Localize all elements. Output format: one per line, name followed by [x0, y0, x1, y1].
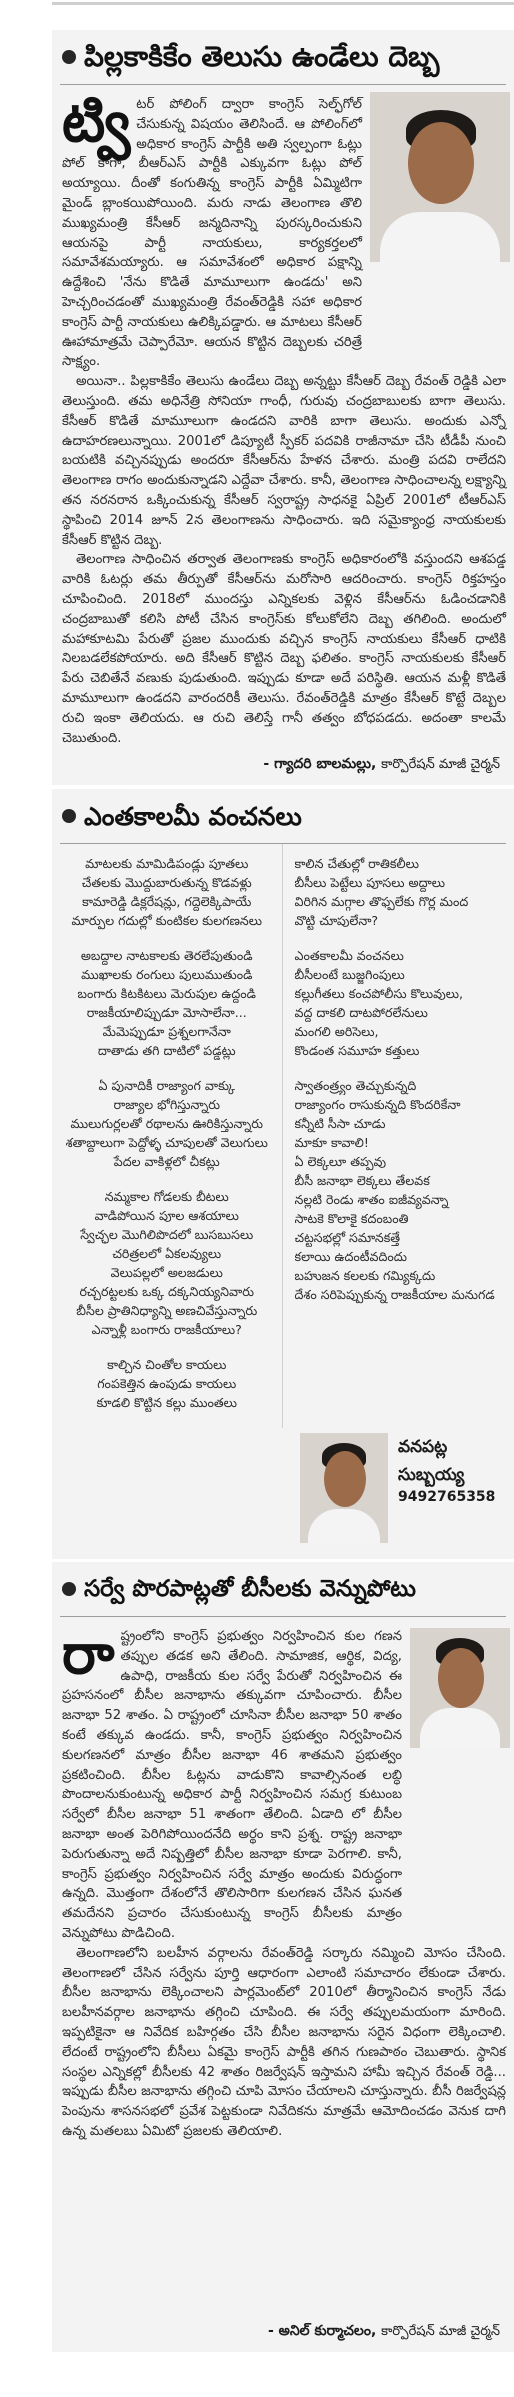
poem-line: మాకూ కావాలి!	[294, 1135, 369, 1150]
paragraph: తెలంగాణలోని బలహీన వర్గాలను రేవంత్‌రెడ్డి సర్కారు నమ్మించి మోసం చేసింది. తెలంగాణలో చేసిన సర్వేను పూర్తి ఆధారంగా ఎలాంటి సమాచారం లేకుండా చేశారు. బీసీల జనాభాను లెక్కించాలని పార్లమెంట్‌లో 2010లో తీర్మానించిన కాంగ్రెస్ నేడు బలహీనవర్గాల జనాభాను తగ్గించి చూపింది. ఈ సర్వే తప్పులమయంగా మారింది. ఇప్పటికైనా ఆ నివేదిక బహిర్గతం చేసి బీసీల జనాభాను సరైన విధంగా లెక్కించాలి. లేదంటే రాష్ట్రంలోని బీసీలు ఏకమై కాంగ్రెస్ పార్టీకి తగిన గుణపాఠం చెబుతారు. స్థానిక సంస్థల ఎన్నికల్లో బీసీలకు 42 శాతం రిజర్వేషన్ ఇస్తామని హామీ ఇచ్చిన రేవంత్ రెడ్డి... ఇప్పుడు బీసీల జనాభాను తగ్గించి చూపి మోసం చేయాలని చూస్తున్నారు. బీసీ రిజర్వేషన్ల పెంపును శాసనసభలో ప్రవేశ పెట్టకుండా నివేదికను మాత్రమే ఆమోదించడం వెనుక దాగి ఉన్న మతలబు ఏమిటో ప్రజలకు తెలియాలి.	[62, 1945, 506, 2139]
author-name: - అనిల్ కుర్మాచలం,	[267, 2323, 377, 2339]
poem-line: కలాయి ఉదంటీవదిందు	[294, 1249, 407, 1264]
stanza	[62, 1187, 272, 1339]
article-header	[52, 1562, 514, 1616]
poem-section	[52, 789, 514, 1559]
poem-line: అబద్ధాల నాటకాలకు తెరలేపుతుండి	[80, 948, 253, 963]
poem-line: రాజ్యాంగం రాసుకున్నది కొందరికేనా	[294, 1097, 461, 1112]
paragraph: అయినా.. పిల్లకాకికేం తెలుసు ఉండేలు దెబ్బ అన్నట్టు కేసీఆర్ దెబ్బ రేవంత్ రెడ్డికి ఎలా తెలుస్తుంది. తమ అధినేత్రి సోనియా గాంధీ, గురువు చంద్రబాబులకు బాగా తెలుసు. కేసీఆర్ కొడితే మామూలుగా ఉండదని వారికి బాగా తెలుసు. అందుకు ఎన్నో ఉదాహరణలున్నాయి. 2001లో డిప్యూటీ స్పీకర్ పదవికి రాజీనామా చేసి టీడీపీ నుంచి బయటికి వచ్చినప్పుడు అందరూ కేసీఆర్‌ను హేళన చేశారు. మంత్రి పదవి రాలేదని తెలంగాణ రాగం అందుకున్నాడని ఎద్దేవా చేశారు. కానీ, తెలంగాణ సాధించాలన్న లక్ష్యాన్ని తన నరనరాన ఒక్కించుకున్న కేసీఆర్ స్వరాష్ట్ర సాధనకై ఏప్రిల్ 2001లో టీఆర్ఎస్ స్థాపించి 2014 జూన్ 2న తెలంగాణను సాధించారు. ఇది సమైక్యాంధ్ర నాయకులకు కేసీఆర్ కొట్టిన దెబ్బ.	[62, 374, 506, 548]
poem-line: గంపకెత్తిన ఉంపుడు కాయలు	[97, 1376, 237, 1391]
poem-line: కల్లుగీతలు కంచపోలీసు కొలువులు,	[294, 986, 463, 1001]
bullet-icon	[62, 1582, 76, 1596]
poem-line: చట్టసభల్లో సమానకత్తే	[294, 1230, 401, 1245]
article-title: పిల్లకాకికేం తెలుసు ఉండేలు దెబ్బ	[84, 40, 440, 73]
title-divider	[60, 1616, 506, 1617]
poem-line: కూడలి కొట్టిన కల్లు ముంతలు	[96, 1395, 237, 1410]
poem-body	[52, 844, 514, 1428]
article-header	[52, 30, 514, 84]
poem-line: ముఖాలకు రంగులు పులుముతుండి	[81, 967, 253, 982]
stanza	[295, 854, 505, 930]
poem-line: కాలిన చేతుల్లో రాతికలీలు	[294, 856, 419, 871]
poem-line: వెలుపల్లలో అలజడులు	[110, 1265, 223, 1280]
page-footer-space	[52, 2352, 514, 2397]
author-role: కార్పొరేషన్ మాజీ చైర్మన్	[381, 2324, 500, 2339]
poem-title: ఎంతకాలమీ వంచనలు	[84, 801, 302, 831]
poem-line: కొండంత సమూహ కత్తులు	[294, 1043, 420, 1058]
author-role: కార్పొరేషన్ మాజీ చైర్మన్	[381, 757, 500, 772]
poem-line: బంగారు కిటకిటలు మెరుపుల ఉద్దండి	[77, 986, 256, 1001]
poem-line: కామారెడ్డి డిక్లరేషన్లు, గద్దెలెక్కిపాయే	[82, 894, 252, 909]
poem-line: మార్పుల గదుల్లో కుంటికల కులగణనలు	[71, 913, 262, 928]
poem-line: మంగలి అరిసెలు,	[294, 1024, 379, 1039]
paragraph: తెలంగాణ సాధించిన తర్వాత తెలంగాణకు కాంగ్రెస్ అధికారంలోకి వస్తుందని ఆశపడ్డ వారికి ఓటర్లు తమ తీర్పుతో కేసీఆర్‌ను మరోసారి ఆదరించారు. కాంగ్రెస్ రిక్తహస్తం చూపించింది. 2018లో ముందస్తు ఎన్నికలకు వెళ్లిన కేసీఆర్‌ను ఓడించడానికి చంద్రబాబుతో కలిసి పోటీ చేసిన కాంగ్రెస్‌కు కోలుకోలేని దెబ్బ తగిలింది. అందులో మహాకూటమి పేరుతో ప్రజల ముందుకు వచ్చిన కాంగ్రెస్ నాయకులు కేసీఆర్ ధాటికి నిలబడలేకపోయారు. అది కేసీఆర్ కొట్టిన దెబ్బ ఫలితం. కాంగ్రెస్ నాయకులకు కేసీఆర్ పేరు చెబితేనే వణుకు పుడుతుంది. ఇప్పుడు కూడా అదే పరిస్థితి. ఆయన మళ్లీ కొడితే మామూలుగా ఉండదని వారందరికీ తెలుసు. రేవంత్‌రెడ్డికి మాత్రం కేసీఆర్ కొట్టే దెబ్బల రుచి ఇంకా తెలియదు. ఆ రుచి తెలిస్తే గానీ తత్వం బోధపడదు. అదంతా కాలమే చెబుతుంది.	[62, 552, 506, 746]
poem-line: వద్ద దాకలి దాటపోరలేనులు	[294, 1005, 428, 1020]
article-survey	[52, 1562, 514, 2352]
bullet-icon	[62, 50, 76, 64]
dropcap: ట్వి	[62, 90, 131, 155]
poet-credit	[300, 1433, 495, 1543]
poem-line: కాల్చిన చింతోల కాయలు	[107, 1357, 227, 1372]
poem-line: రాజ్యాల భోగిస్తున్నారు	[113, 1097, 221, 1112]
poet-name: సుబ్బయ్య	[398, 1465, 465, 1485]
poem-line: బీసీలంటే బుజ్జగింపులు	[294, 967, 405, 982]
poem-line: ములుగుర్లలతో రథాలను ఊరికిస్తున్నారు	[70, 1116, 264, 1131]
poem-right-column	[283, 844, 505, 1428]
poem-line: కన్నీటి సీసా చూడు	[294, 1116, 386, 1131]
poem-line: బహుజన కలలకు గమ్యిక్కదు	[294, 1268, 436, 1283]
poem-line: మేమెప్పుడూ ప్రశ్నలగానేనా	[102, 1024, 231, 1039]
poem-line: ఏ లెక్కలూ తప్పవు	[294, 1154, 387, 1169]
poem-line: రాజకీయాలిప్పుడూ మోసాలేనా...	[86, 1005, 247, 1020]
poem-line: సాటకె కొలాకై కదంబంతి	[294, 1211, 409, 1226]
paragraph: టర్ పోలింగ్ ద్వారా కాంగ్రెస్ సెల్ఫ్‌గోల్ చేసుకున్న విషయం తెలిసిందే. ఆ పోలింగ్‌లో అధికార కాంగ్రెస్ పార్టీకి అతి స్వల్పంగా ఓట్లు పోల్ కాగా, బీఆర్ఎస్ పార్టీకి ఎక్కువగా ఓట్లు పోల్ అయ్యాయి. దీంతో కంగుతిన్న కాంగ్రెస్ పార్టీకి ఏమ్మిటిగా మైండ్ బ్లాంకయిపోయింది. మరు నాడు తెలంగాణ తొలి ముఖ్యమంత్రి కేసీఆర్ జన్మదినాన్ని పురస్కరించుకుని ఆయనపై పార్టీ నాయకులు, కార్యకర్తలలో సమావేశమయ్యారు. ఆ సమావేశంలో అధికార పక్షాన్ని ఉద్దేశించి 'నేను కొడితే మామూలుగా ఉండదు' అని హెచ్చరించడంతో ముఖ్యమంత్రి రేవంత్‌రెడ్డికి సహా అధికార కాంగ్రెస్ పార్టీ నాయకులు ఉలిక్కిపడ్డారు. ఆ మాటలు కేసీఆర్ ఊహామాత్రమే చెప్పారేమో. ఆయన కొట్టిన దెబ్బలకు చరిత్రే సాక్ష్యం.	[62, 97, 362, 370]
poem-line: నల్లటి రెండు శాతం ఐజీవ్యవన్నా	[294, 1192, 449, 1207]
poet-name: వనపట్ల	[398, 1437, 448, 1457]
poem-left-column	[62, 844, 283, 1428]
byline	[263, 756, 514, 775]
poem-line: మాటలకు మామిడిపండ్లు పూతలు	[85, 856, 249, 871]
poet-phone: 9492765358	[398, 1489, 496, 1505]
poem-line: దాతాడు తగి దాటిలో పడ్డట్లు	[97, 1043, 236, 1058]
poem-line: ఎన్నాళ్లీ బంగారు రాజకీయాలు?	[91, 1322, 242, 1337]
stanza	[62, 1076, 272, 1171]
poem-line: చేతలకు మొద్దుబారుతున్న కొడవళ్లు	[81, 875, 252, 890]
article-title: సర్వే పొరపాట్లతో బీసీలకు వెన్నుపోటు	[84, 1575, 416, 1602]
bullet-icon	[62, 809, 76, 823]
stanza	[62, 946, 272, 1060]
stanza	[62, 854, 272, 930]
poem-line: చరిత్రలలో ఏకలవ్యులు	[112, 1246, 222, 1261]
title-divider	[60, 84, 506, 85]
author-name: - గ్యాదరి బాలమల్లు,	[263, 756, 377, 772]
poem-line: రచ్చరట్టలకు ఒక్క దక్కనియ్యనివారు	[79, 1284, 255, 1299]
poem-line: ఏ పునాదికీ రాజ్యాంగ వాక్కు	[98, 1078, 235, 1093]
top-divider	[52, 2, 514, 5]
poem-header	[52, 789, 514, 843]
poem-line: బీసీల ప్రాతినిధ్యాన్ని అణచివేస్తున్నారు	[76, 1303, 258, 1318]
author-photo	[410, 1628, 510, 1748]
poem-line: ఎంతకాలమీ వంచనలు	[294, 948, 404, 963]
poem-line: బీసీ జనాభా లెక్కలు తేలవక	[294, 1173, 430, 1188]
poem-line: దేశం సరిపెప్పుకున్న రాజకీయాల మనుగడ	[294, 1287, 495, 1302]
poem-line: నమ్మకాల గోడలకు బీటలు	[104, 1189, 229, 1204]
poem-line: వొట్టి చూపులేనా?	[294, 913, 379, 928]
byline	[268, 2323, 514, 2342]
poem-line: స్వేచ్ఛల మొగిలిపొదలో బుసబుసలు	[80, 1227, 254, 1242]
poem-line: స్వాతంత్ర్యం తెచ్చుకున్నది	[294, 1078, 417, 1093]
poet-photo	[300, 1433, 388, 1543]
poem-line: శతాబ్దాలుగా పెద్దోళ్ళ చూపులతో వెలుగులు	[65, 1135, 268, 1150]
poem-line: వాడిపోయిన పూల ఆశయాలు	[94, 1208, 239, 1223]
poem-line: బీసీలు పెట్టేలు పూసలు అద్దాలు	[294, 875, 445, 890]
stanza	[62, 1355, 272, 1412]
stanza	[295, 1076, 505, 1304]
dropcap: రా	[62, 1622, 115, 1687]
paragraph: ష్ట్రంలోని కాంగ్రెస్ ప్రభుత్వం నిర్వహించిన కుల గణన తప్పుల తడక అని తేలింది. సామాజిక, ఆర్థిక, విద్య, ఉపాధి, రాజకీయ కుల సర్వే పేరుతో నిర్వహించిన ఈ ప్రహసనంలో బీసీల జనాభాను తక్కువగా చూపించారు. బీసీల జనాభా 52 శాతం. ఏ రాష్ట్రంలో చూసినా బీసీల జనాభా 50 శాతం కంటే తక్కువ ఉండదు. కానీ, కాంగ్రెస్ ప్రభుత్వం నిర్వహించిన కులగణనలో మాత్రం బీసీల జనాభా 46 శాతమని ప్రభుత్వం ప్రకటించింది. బీసీల ఓట్లను వాడుకొని కావాల్సినంత లబ్ధి పొందాలనుకుంటున్న అధికార పార్టీ నిర్వహించిన సమగ్ర కుటుంబ సర్వేలో బీసీల జనాభా 51 శాతంగా తేలింది. ఏడాది లో బీసీల జనాభా అంత పెరిగిపోయిందనేది అర్థం కాని ప్రశ్న. రాష్ట్ర జనాభా పెరుగుతున్నా అదే నిష్పత్తిలో బీసీల జనాభా కూడా పెరగాలి. కానీ, కాంగ్రెస్ ప్రభుత్వం నిర్వహించిన సర్వే మాత్రం అందుకు విరుద్ధంగా ఉన్నది. మొత్తంగా దేశంలోనే తొలిసారిగా కులగణన చేసిన ఘనత తమదేనని ప్రచారం చేసుకుంటున్న కాంగ్రెస్ బీసీలకు మాత్రం వెన్నుపోటు పొడిచింది.	[62, 1629, 402, 1941]
poem-line: పేదల వాకిళ్లలో చీకట్లు	[113, 1154, 220, 1169]
stanza	[295, 946, 505, 1060]
author-photo	[370, 92, 510, 262]
article-pillakaki	[52, 30, 514, 785]
poem-line: విరిగిన మగ్గాల తొఫ్పలేకు గొర్ల మంద	[294, 894, 469, 909]
